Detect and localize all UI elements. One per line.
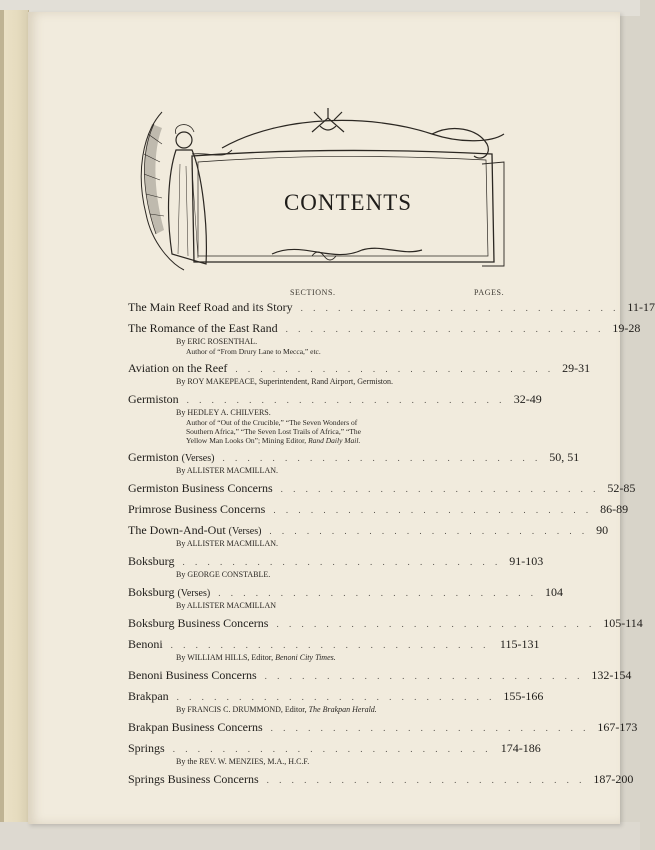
dot-leader: . . . . . . . . . . . . . . . . . . . . . . . . . . [270, 723, 590, 733]
entry-title: Springs [128, 741, 165, 755]
dot-leader: . . . . . . . . . . . . . . . . . . . . . . . . . . [172, 744, 492, 754]
sections-column-header: SECTIONS. [290, 288, 336, 297]
entry-title: Boksburg Business Concerns [128, 616, 269, 630]
entry-pages: 167-173 [597, 720, 638, 734]
entry-title: Germiston [128, 392, 179, 406]
dot-leader: . . . . . . . . . . . . . . . . . . . . . . . . . . [300, 303, 620, 313]
entry-pages: 52-85 [607, 481, 636, 495]
dot-leader: . . . . . . . . . . . . . . . . . . . . . . . . . . [285, 324, 605, 334]
dot-leader: . . . . . . . . . . . . . . . . . . . . . . . . . . [266, 775, 586, 785]
toc-entry [128, 321, 641, 356]
entry-pages: 104 [544, 585, 563, 599]
entry-pages: 115-131 [499, 637, 540, 651]
dot-leader: . . . . . . . . . . . . . . . . . . . . . . . . . . [273, 505, 593, 515]
entry-title: Benoni [128, 637, 163, 651]
entry-author: By ALLISTER MACMILLAN. [176, 466, 278, 475]
entry-author-text: By FRANCIS C. DRUMMOND, Editor, [176, 705, 307, 714]
toc-entry [128, 689, 542, 715]
page-title: CONTENTS [283, 190, 413, 215]
toc-entry [128, 300, 655, 316]
entry-pages: 11-17 [627, 300, 655, 314]
entry-title-text: The Down-And-Out [128, 523, 226, 537]
entry-title-qualifier: (Verses) [181, 453, 215, 464]
dot-leader: . . . . . . . . . . . . . . . . . . . . . . . . . . [280, 484, 600, 494]
book-spine [0, 10, 29, 822]
dot-leader: . . . . . . . . . . . . . . . . . . . . . . . . . . [264, 671, 584, 681]
dot-leader: . . . . . . . . . . . . . . . . . . . . . . . . . . [170, 640, 490, 650]
toc-entry [128, 554, 542, 580]
dot-leader: . . . . . . . . . . . . . . . . . . . . . . . . . . [222, 453, 542, 463]
toc-entry [128, 502, 629, 518]
entry-author-text: By WILLIAM HILLS, Editor, [176, 653, 274, 662]
entry-title: Brakpan [128, 689, 169, 703]
dot-leader: . . . . . . . . . . . . . . . . . . . . . . . . . . [276, 619, 596, 629]
dot-leader: . . . . . . . . . . . . . . . . . . . . . . . . . . [186, 395, 506, 405]
pages-column-header: PAGES. [474, 288, 505, 297]
toc-entry [128, 450, 580, 476]
entry-note-text: Yellow Man Looks On”; Mining Editor, [186, 436, 307, 445]
entry-note-line: Southern Africa,” “The Seven Lost Trails of Africa,” “The [186, 427, 361, 436]
toc-entry [128, 523, 609, 549]
toc-entry [128, 616, 643, 632]
entry-note: Author of “From Drury Lane to Mecca,” etc. [186, 347, 321, 356]
entry-title [128, 523, 261, 538]
toc-entry [128, 772, 634, 788]
entry-pages: 19-28 [612, 321, 641, 335]
toc-entry [128, 637, 542, 663]
toc-entry [128, 392, 542, 445]
dot-leader: . . . . . . . . . . . . . . . . . . . . . . . . . . [269, 526, 589, 536]
entry-pages: 50, 51 [549, 450, 580, 464]
entry-title-qualifier: (Verses) [177, 588, 211, 599]
entry-title: Boksburg [128, 554, 175, 568]
entry-author [128, 705, 466, 715]
table-of-contents [128, 300, 655, 788]
dot-leader: . . . . . . . . . . . . . . . . . . . . . . . . . . [182, 557, 502, 567]
entry-author: By HEDLEY A. CHILVERS. [176, 408, 271, 417]
entry-title [128, 450, 214, 465]
entry-author-publication: Benoni City Times. [275, 653, 336, 662]
entry-author: By ERIC ROSENTHAL. [176, 337, 258, 346]
toc-entry [128, 585, 563, 611]
entry-author: By the REV. W. MENZIES, M.A., H.C.F. [176, 757, 310, 766]
entry-note-italic: Rand Daily Mail. [308, 436, 361, 445]
entry-title: Primrose Business Concerns [128, 502, 266, 516]
entry-author: By GEORGE CONSTABLE. [176, 570, 271, 579]
entry-pages: 91-103 [509, 554, 544, 568]
entry-author: By ROY MAKEPEACE, Superintendent, Rand Airport, Germiston. [176, 377, 394, 386]
entry-note-line [128, 436, 478, 445]
entry-pages: 105-114 [603, 616, 643, 630]
entry-pages: 86-89 [600, 502, 629, 516]
entry-pages: 187-200 [593, 772, 634, 786]
entry-title: Aviation on the Reef [128, 361, 228, 375]
entry-author: By ALLISTER MACMILLAN. [176, 539, 278, 548]
toc-entry [128, 741, 542, 767]
entry-author: By ALLISTER MACMILLAN [176, 601, 276, 610]
angel-ornament-header [132, 104, 512, 274]
backdrop-bottom [0, 822, 640, 850]
entry-title: Springs Business Concerns [128, 772, 259, 786]
entry-title: The Main Reef Road and its Story [128, 300, 293, 314]
entry-pages: 174-186 [500, 741, 541, 755]
toc-entry [128, 361, 591, 387]
entry-title [128, 585, 210, 600]
toc-entry [128, 720, 638, 736]
entry-pages: 32-49 [513, 392, 542, 406]
entry-title-qualifier: (Verses) [228, 526, 262, 537]
entry-author-publication: The Brakpan Herald. [308, 705, 377, 714]
dot-leader: . . . . . . . . . . . . . . . . . . . . . . . . . . [235, 364, 555, 374]
toc-entry [128, 668, 632, 684]
dot-leader: . . . . . . . . . . . . . . . . . . . . . . . . . . [218, 588, 537, 598]
entry-pages: 132-154 [591, 668, 632, 682]
toc-entry [128, 481, 636, 497]
entry-pages: 29-31 [562, 361, 591, 375]
entry-title: The Romance of the East Rand [128, 321, 278, 335]
entry-title-text: Germiston [128, 450, 179, 464]
entry-title: Germiston Business Concerns [128, 481, 273, 495]
book-page [28, 12, 655, 824]
entry-title-text: Boksburg [128, 585, 175, 599]
entry-pages: 90 [596, 523, 609, 537]
entry-author [128, 653, 466, 663]
entry-note-line: Author of “Out of the Crucible,” “The Seven Wonders of [186, 418, 358, 427]
entry-title: Brakpan Business Concerns [128, 720, 263, 734]
spine-edge [0, 10, 4, 822]
entry-pages: 155-166 [503, 689, 544, 703]
dot-leader: . . . . . . . . . . . . . . . . . . . . . . . . . . [176, 692, 496, 702]
entry-title: Benoni Business Concerns [128, 668, 257, 682]
